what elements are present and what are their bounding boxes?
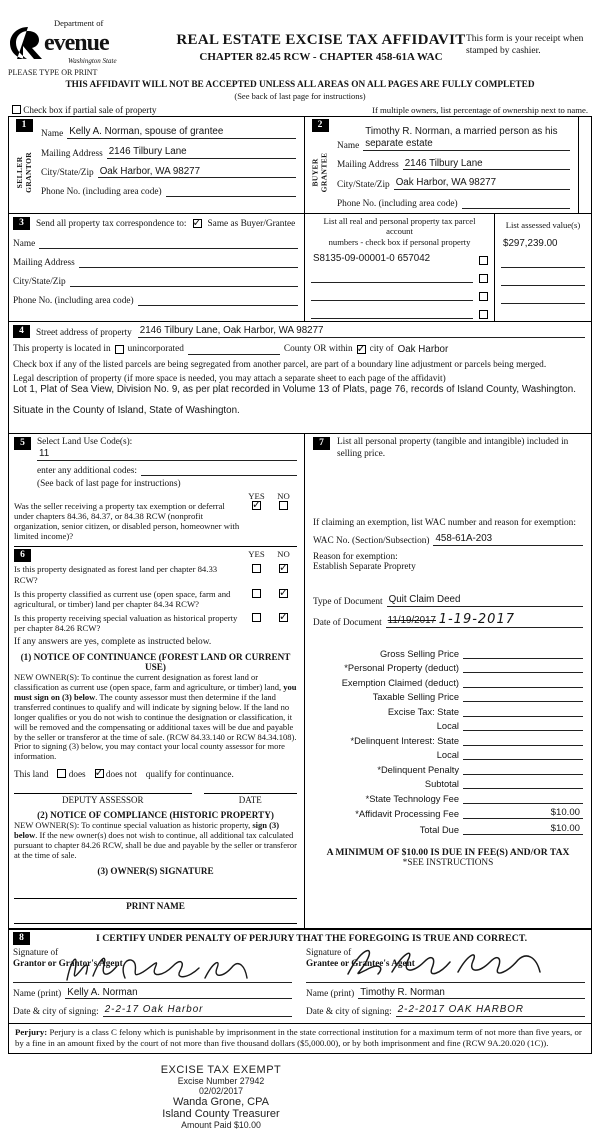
corr-phone-value [138,294,298,306]
minimum-due-note: A MINIMUM OF $10.00 IS DUE IN FEE(S) AND/OR TAX [326,846,570,858]
fee-label: Local [436,750,459,761]
buyer-name-value: Timothy R. Norman, a married person as his separate estate [363,126,570,151]
grantee-date-label: Date & city of signing: [306,1007,392,1018]
parcel-personal-checkbox-3 [479,292,488,301]
corr-name-value [39,237,298,249]
buyer-csz-value: Oak Harbor, WA 98277 [394,177,570,190]
located-in-label: This property is located in [13,344,111,355]
parcel-numbers-header: List all real and personal property tax parcel account numbers - check box if personal property [323,216,476,247]
historic-no-checkbox [279,613,288,622]
additional-codes-value [141,464,297,476]
parcel-personal-checkbox-2 [479,274,488,283]
fee-table [313,644,583,835]
doc-date-label: Date of Document [313,618,382,629]
does-not-label: does not [105,769,137,780]
fee-value [463,648,583,659]
fee-label: *Delinquent Interest: State [350,735,459,746]
doc-date-handwritten: 1-19-2017 [438,611,515,627]
current-use-yes-checkbox [252,589,261,598]
doc-type-value: Quit Claim Deed [387,594,583,607]
corr-csz-label: City/State/Zip [13,277,66,287]
same-as-buyer-label: Same as Buyer/Grantee [207,218,296,229]
sec5-see-back: (See back of last page for instructions) [37,478,181,489]
unincorporated-label: unincorporated [127,344,184,355]
corr-address-value [79,256,298,268]
fee-value: $10.00 [463,823,583,835]
stamp-date: 02/02/2017 [198,1086,244,1097]
sec5-no-header: NO [277,490,290,501]
stamp-treasurer-title: Island County Treasurer [162,1108,280,1121]
buyer-address-label: Mailing Address [337,160,399,171]
fee-value [463,749,583,760]
see-back-note: (See back of last page for instructions) [234,91,366,101]
grantee-name-label: Name (print) [306,989,355,1000]
fee-label: Local [436,721,459,732]
grantee-signature [340,944,550,984]
buyer-csz-label: City/State/Zip [337,180,390,190]
forest-no-checkbox [279,564,288,573]
assessed-value: $297,239.00 [503,238,558,250]
continuance-qualify-line [14,769,297,779]
reason-label: Reason for exemption: [313,551,398,562]
sec6-yes-header: YES [248,549,265,560]
this-land-label: This land [14,769,49,780]
buyer-phone-value [462,197,570,209]
fee-label: *Affidavit Processing Fee [355,809,459,820]
wac-value: 458-61A-203 [433,533,583,546]
parcel-number-value: S8135-09-00001-0 657042 [313,252,431,264]
print-name-label: PRINT NAME [126,900,185,911]
perjury-text: Perjury is a class C felony which is punishable by imprisonment in the state correctional institution for a maximum term of not more than five years, or by a fine in an amount fixed by the court of not more than five thousand dollars ($5,000.00), or by both imprisonment and fine (RCW 9A.20.020 (1C)). [15,1027,582,1049]
parcel-personal-checkbox-4 [479,310,488,319]
logo-revenue-text: evenue [44,29,109,56]
exemption-question: Was the seller receiving a property tax exemption or deferral under chapters 84.36, 84.37, or 84.38 RCW (nonprofit organization, senior citizen, or disabled person, homeowner with limited income)? [14,500,240,542]
does-not-checkbox [95,769,104,778]
revenue-r-icon [8,25,48,61]
assessed-blank-4 [501,292,585,304]
section-3 [9,213,591,321]
legal-description-value: Lot 1, Plat of Sea View, Division No. 9, as per plat recorded in Volume 13 of Plats, page 76, records of Island County, Washington. [13,383,576,395]
seller-grantor-side-label: SELLER GRANTOR [14,152,33,193]
form-body [8,116,592,1054]
forest-land-question: Is this property designated as forest land per chapter 84.33 RCW? [14,564,218,585]
please-type-or-print: PLEASE TYPE OR PRINT [8,68,98,77]
notice-continuance-title: (1) NOTICE OF CONTINUANCE (FOREST LAND OR CURRENT USE) [20,652,291,673]
fee-label: Excise Tax: State [387,706,459,717]
seller-address-value: 2146 Tilbury Lane [107,146,296,159]
section-5-number: 5 [14,437,31,450]
personal-property-label: List all personal property (tangible and intangible) included in selling price. [337,436,569,459]
corr-csz-value [70,275,298,287]
certify-statement: I CERTIFY UNDER PENALTY OF PERJURY THAT THE FOREGOING IS TRUE AND CORRECT. [95,932,528,944]
right-column [305,434,591,928]
parcel-number-blank-4 [311,307,473,319]
section-8-number: 8 [13,932,30,945]
street-address-label: Street address of property [36,327,132,338]
assessed-blank-2 [501,256,585,268]
section-6-number: 6 [14,549,31,562]
grantee-sig-label: Signature of Grantee or Grantee's Agent [306,946,415,968]
logo-dept-text: Department of [54,18,104,28]
section-4-number: 4 [13,325,30,338]
seller-csz-label: City/State/Zip [41,168,94,179]
grantor-signature [61,952,251,986]
mid-two-column [9,433,591,928]
section-1-number: 1 [16,119,33,132]
reason-value: Establish Separate Proprety [313,561,416,572]
seller-phone-value [166,185,296,197]
receipt-note-line2: when stamped by cashier. [466,34,584,56]
form-subtitle: CHAPTER 82.45 RCW - CHAPTER 458-61A WAC [199,51,443,63]
does-label: does [68,769,86,780]
treasurer-stamp [96,1064,346,1142]
buyer-address-value: 2146 Tilbury Lane [403,158,570,171]
parcel-personal-checkbox-1 [479,256,488,265]
seller-address-label: Mailing Address [41,148,103,159]
perjury-notice [9,1023,591,1053]
fee-value [463,778,583,789]
notice-continuance-body: NEW OWNER(S): To continue the current designation as forest land or classification as current use (open space, farm and agriculture, or timber) land, you must sign on (3) below. The county assessor must then determine if the land transferred continues to qualify and will indicate by signing below. If the land no longer qualifies or you do not wish to continue the designation or classification, it will be removed and the compensating or additional taxes will be due and payable by the seller or transferor at the time of sale. (RCW 84.33.140 or RCW 84.34.108). Prior to signing (3) below, you may contact your local county assessor for more information. [14,672,297,762]
buyer-name-label: Name [337,140,360,151]
dor-logo [8,18,176,77]
unincorporated-checkbox [115,345,124,354]
qualify-label: qualify for continuance. [145,769,234,780]
if-yes-note: If any answers are yes, complete as instructed below. [14,637,212,648]
header [8,18,592,77]
owner-signature-line [14,898,297,899]
city-value: Oak Harbor [397,343,449,355]
exemption-note: If claiming an exemption, list WAC number and reason for exemption: [313,518,576,529]
county-blank [188,344,280,355]
assessed-blank-3 [501,274,585,286]
fee-value [463,720,583,731]
sec5-yes-header: YES [248,490,265,501]
fee-value [463,706,583,717]
seller-name-label: Name [41,128,64,139]
section-7-number: 7 [313,437,330,450]
does-checkbox [57,769,66,778]
historic-yes-checkbox [252,613,261,622]
ownership-percentage-column [578,117,591,213]
city-checkbox [357,345,366,354]
grantor-date-value: 2-2-17 Oak Harbor [103,1004,292,1017]
fee-value [463,793,583,804]
left-column [9,434,305,928]
street-address-value: 2146 Tilbury Lane, Oak Harbor, WA 98277 [138,325,585,338]
stamp-amount-paid: Amount Paid $10.00 [181,1120,261,1131]
city-of-label: city of [369,344,394,355]
multiple-owners-note: If multiple owners, list percentage of ownership next to name. [372,105,588,115]
fee-label: *State Technology Fee [365,793,459,804]
seller-name-value: Kelly A. Norman, spouse of grantee [67,126,296,139]
parcel-number-blank-3 [311,289,473,301]
fee-label: *Personal Property (deduct) [344,663,459,674]
grantor-name-value: Kelly A. Norman [65,987,292,1000]
grantor-date-label: Date & city of signing: [13,1007,99,1018]
deputy-date-line: DATE [204,793,297,805]
buyer-grantee-section [305,117,591,213]
exemption-no-checkbox [279,501,288,510]
assessed-value-header: List assessed value(s) [505,220,581,230]
notice-compliance-body: NEW OWNER(S): To continue special valuation as historic property, sign (3) below. If the new owner(s) does not wish to continue, all additional tax calculated pursuant to chapter 84.26 RCW, shall be due and payable by the seller or transferor at the time of sale. [14,820,297,860]
grantor-signature-block [13,947,292,1018]
corr-address-label: Mailing Address [13,258,75,268]
stamp-treasurer-name: Wanda Grone, CPA [173,1096,269,1109]
partial-sale-note [12,105,156,115]
buyer-phone-label: Phone No. (including area code) [337,199,458,209]
fee-value [463,735,583,746]
fee-label: Taxable Selling Price [372,692,459,703]
section-3-number: 3 [13,217,30,230]
seller-grantor-section [9,117,305,213]
fee-value [463,764,583,775]
county-or-within-label: County OR within [283,344,353,355]
stamp-exempt-line: EXCISE TAX EXEMPT [160,1064,282,1077]
receipt-note-line1: This form is your receipt [466,34,561,44]
grantee-name-value: Timothy R. Norman [358,987,585,1000]
fee-value: $10.00 [463,807,583,819]
corr-phone-label: Phone No. (including area code) [13,296,134,306]
grantor-signature-line [13,969,292,983]
section-8 [9,928,591,1024]
fee-label: Gross Selling Price [379,648,459,659]
grantor-sig-label: Signature of Grantor or Grantor's Agent [13,946,123,968]
land-use-label: Select Land Use Code(s): [37,436,133,447]
form-title: REAL ESTATE EXCISE TAX AFFIDAVIT [176,32,466,48]
personal-property-blank [313,460,583,518]
fee-value [463,677,583,688]
section-2-number: 2 [312,119,329,132]
current-use-no-checkbox [279,589,288,598]
grantee-signature-line [306,969,585,983]
section-4 [9,321,591,433]
parties-section [9,117,591,213]
seller-csz-value: Oak Harbor, WA 98277 [98,166,296,179]
fee-value [463,691,583,702]
deputy-assessor-line: DEPUTY ASSESSOR [14,793,192,805]
exemption-yes-checkbox [252,501,261,510]
parcel-number-blank-2 [311,271,473,283]
print-name-line [14,923,297,924]
fee-label: Total Due [419,824,459,835]
doc-date-struck: 11/19/2017 [387,614,436,626]
additional-codes-label: enter any additional codes: [37,465,137,476]
grantee-signature-block [306,947,585,1018]
notice-compliance-title: (2) NOTICE OF COMPLIANCE (HISTORIC PROPERTY) [37,810,274,821]
partial-sale-checkbox [12,105,21,114]
corr-name-label: Name [13,239,36,249]
logo-state-text: Washington State [68,57,117,65]
fee-value [463,662,583,673]
situate-value: Situate in the County of Island, State of Washington. [13,405,240,417]
fee-label: *Delinquent Penalty [377,764,459,775]
see-instructions-note: *SEE INSTRUCTIONS [402,857,494,868]
same-as-buyer-checkbox [193,219,202,228]
segregated-note: Check box if any of the listed parcels are being segregated from another parcel, are part of a boundary line adjustment or parcels being merged. [13,359,547,370]
doc-type-label: Type of Document [313,596,383,607]
forest-yes-checkbox [252,564,261,573]
doc-date-value [386,612,583,629]
current-use-question: Is this property classified as current use (open space, farm and agricultural, or timber) land per chapter 84.34 RCW? [14,588,231,609]
completion-warning: THIS AFFIDAVIT WILL NOT BE ACCEPTED UNLESS ALL AREAS ON ALL PAGES ARE FULLY COMPLETED [65,80,535,90]
fee-label: Subtotal [424,779,459,790]
perjury-label: Perjury: [15,1027,48,1038]
fee-label: Exemption Claimed (deduct) [341,677,459,688]
land-use-value: 11 [37,448,297,461]
correspondence-label: Send all property tax correspondence to: [36,218,187,229]
grantee-date-value: 2-2-2017 OAK HARBOR [396,1004,585,1017]
owner-signature-title: (3) OWNER(S) SIGNATURE [97,865,214,876]
legal-description-label: Legal description of property (if more space is needed, you may attach a separate sheet to each page of the affidavit) [13,373,446,384]
grantor-name-label: Name (print) [13,989,62,1000]
partial-sale-label: Check box if partial sale of property [23,105,157,115]
sec6-no-header: NO [277,549,290,560]
buyer-grantee-side-label: BUYER GRANTEE [310,152,330,193]
wac-label: WAC No. (Section/Subsection) [313,535,430,546]
stamp-excise-number: Excise Number 27942 [177,1076,265,1087]
historic-property-question: Is this property receiving special valuation as historical property per chapter 84.26 RCW? [14,613,238,634]
receipt-note [466,18,592,58]
seller-phone-label: Phone No. (including area code) [41,187,162,198]
